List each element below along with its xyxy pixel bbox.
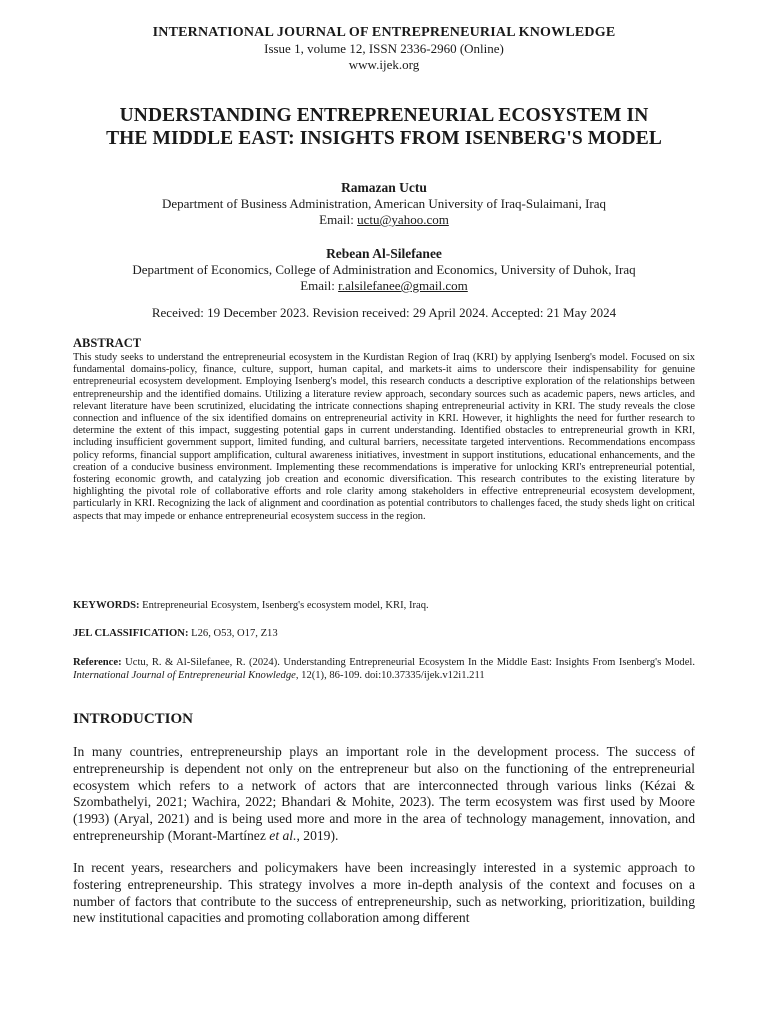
journal-name: INTERNATIONAL JOURNAL OF ENTREPRENEURIAL KNOWLEDGE bbox=[152, 25, 616, 40]
journal-website[interactable]: www.ijek.org bbox=[348, 57, 420, 72]
introduction-paragraph-1 bbox=[73, 744, 695, 845]
introduction-heading: INTRODUCTION bbox=[73, 711, 194, 727]
abstract-text: This study seeks to understand the entrepreneurial ecosystem in the Kurdistan Region of Iraq (KRI) by applying Isenberg's model. Focused on six fundamental domains-policy, finance, culture, support, human capital, and markets-it aims to underscore their indispensability for genuine entrepreneurial ecosystem development. Employing Isenberg's model, this research conducts a descriptive exploration of the relationships between entrepreneurship and the identified domains. Utilizing a literature review approach, secondary sources such as academic papers, news articles, and relevant literature have been scrutinized, elucidating the intricate connections shaping entrepreneurial activity in KRI. The study reveals the close connection and influence of the six identified domains on entrepreneurial activity in KRI. However, it highlights the need for further research to determine the extent of this impact, suggesting potential gaps in current understanding. Identified obstacles to entrepreneurial growth in KRI, including insufficient government support, limited funding, and cultural barriers, necessitate targeted interventions. Recommendations encompass policy reforms, financial support amplification, cultural awareness initiatives, investment in support institutions, educational enhancements, and the creation of a conducive business environment. Implementing these recommendations is imperative for unlocking KRI's entrepreneurial potential, fostering economic growth, and catalyzing job creation and economic diversification. This research contributes to the existing literature by highlighting the pivotal role of collaborative efforts and role clarity among stakeholders in effective entrepreneurial ecosystem development, particularly in KRI. Recognizing the lack of alignment and coordination as potential contributors to challenges faced, the study sheds light on critical aspects that may impede or enhance entrepreneurial ecosystem success in the region. bbox=[73, 352, 695, 522]
keywords-label: KEYWORDS: bbox=[73, 600, 140, 611]
paper-title-line-2: THE MIDDLE EAST: INSIGHTS FROM ISENBERG'S MODEL bbox=[106, 128, 662, 149]
reference-label: Reference: bbox=[73, 657, 122, 668]
author-name: Rebean Al-Silefanee bbox=[326, 246, 442, 261]
submission-dates: Received: 19 December 2023. Revision received: 29 April 2024. Accepted: 21 May 2024 bbox=[151, 305, 617, 320]
author-email-line bbox=[0, 212, 768, 228]
reference-text: Uctu, R. & Al-Silefanee, R. (2024). Understanding Entrepreneurial Ecosystem In the Middle East: Insights From Isenberg's Model. bbox=[121, 657, 695, 668]
author-affiliation: Department of Business Administration, American University of Iraq-Sulaimani, Iraq bbox=[161, 196, 607, 211]
paragraph-text: In many countries, entrepreneurship plays an important role in the development process. The success of entrepreneurship is dependent not only on the entrepreneur but also on the functioning of the entrepreneurial ecosystem which refers to a network of actors that are interconnected through various links (Kézai & Szombathelyi, 2021; Wachira, 2022; Bhandari & Mohite, 2023). The term ecosystem was first used by Moore (1993) (Aryal, 2021) and is being used more and more in the area of technology management, innovation, and entrepreneurship (Morant-Martínez bbox=[73, 744, 695, 843]
author-email-line bbox=[0, 278, 768, 294]
author-block-1 bbox=[0, 180, 768, 228]
reference-journal: International Journal of Entrepreneurial Knowledge bbox=[73, 670, 296, 681]
paper-title-line-1: UNDERSTANDING ENTREPRENEURIAL ECOSYSTEM IN bbox=[119, 105, 649, 126]
keywords-value: Entrepreneurial Ecosystem, Isenberg's ecosystem model, KRI, Iraq. bbox=[139, 600, 429, 611]
author-email-link[interactable]: r.alsilefanee@gmail.com bbox=[338, 278, 468, 293]
abstract-section bbox=[73, 336, 695, 523]
jel-value: L26, O53, O17, Z13 bbox=[188, 628, 278, 639]
author-block-2 bbox=[0, 246, 768, 294]
keywords-line bbox=[73, 599, 695, 612]
author-email-link[interactable]: uctu@yahoo.com bbox=[357, 212, 449, 227]
reference-citation bbox=[73, 656, 695, 682]
author-affiliation: Department of Economics, College of Administration and Economics, University of Duhok, Iraq bbox=[132, 262, 636, 277]
paper-title bbox=[60, 104, 708, 150]
reference-doi: , 12(1), 86-109. doi:10.37335/ijek.v12i1.211 bbox=[295, 670, 485, 681]
email-label: Email: bbox=[319, 212, 358, 227]
jel-classification-line bbox=[73, 627, 695, 640]
jel-label: JEL CLASSIFICATION: bbox=[73, 628, 189, 639]
author-name: Ramazan Uctu bbox=[341, 180, 427, 195]
abstract-heading: ABSTRACT bbox=[73, 336, 142, 350]
journal-issue: Issue 1, volume 12, ISSN 2336-2960 (Online) bbox=[264, 41, 504, 56]
journal-header bbox=[0, 24, 768, 73]
email-label: Email: bbox=[300, 278, 339, 293]
introduction-paragraph-2: In recent years, researchers and policymakers have been increasingly interested in a systemic approach to fostering entrepreneurship. This strategy involves a more in-depth analysis of the context and focuses on a number of factors that contribute to the success of entrepreneurship, such as networking, prioritization, building new institutional capacities and promoting collaboration among different bbox=[73, 860, 695, 926]
paragraph-text-end: , 2019). bbox=[296, 827, 339, 843]
paragraph-italic: et al. bbox=[269, 827, 297, 843]
